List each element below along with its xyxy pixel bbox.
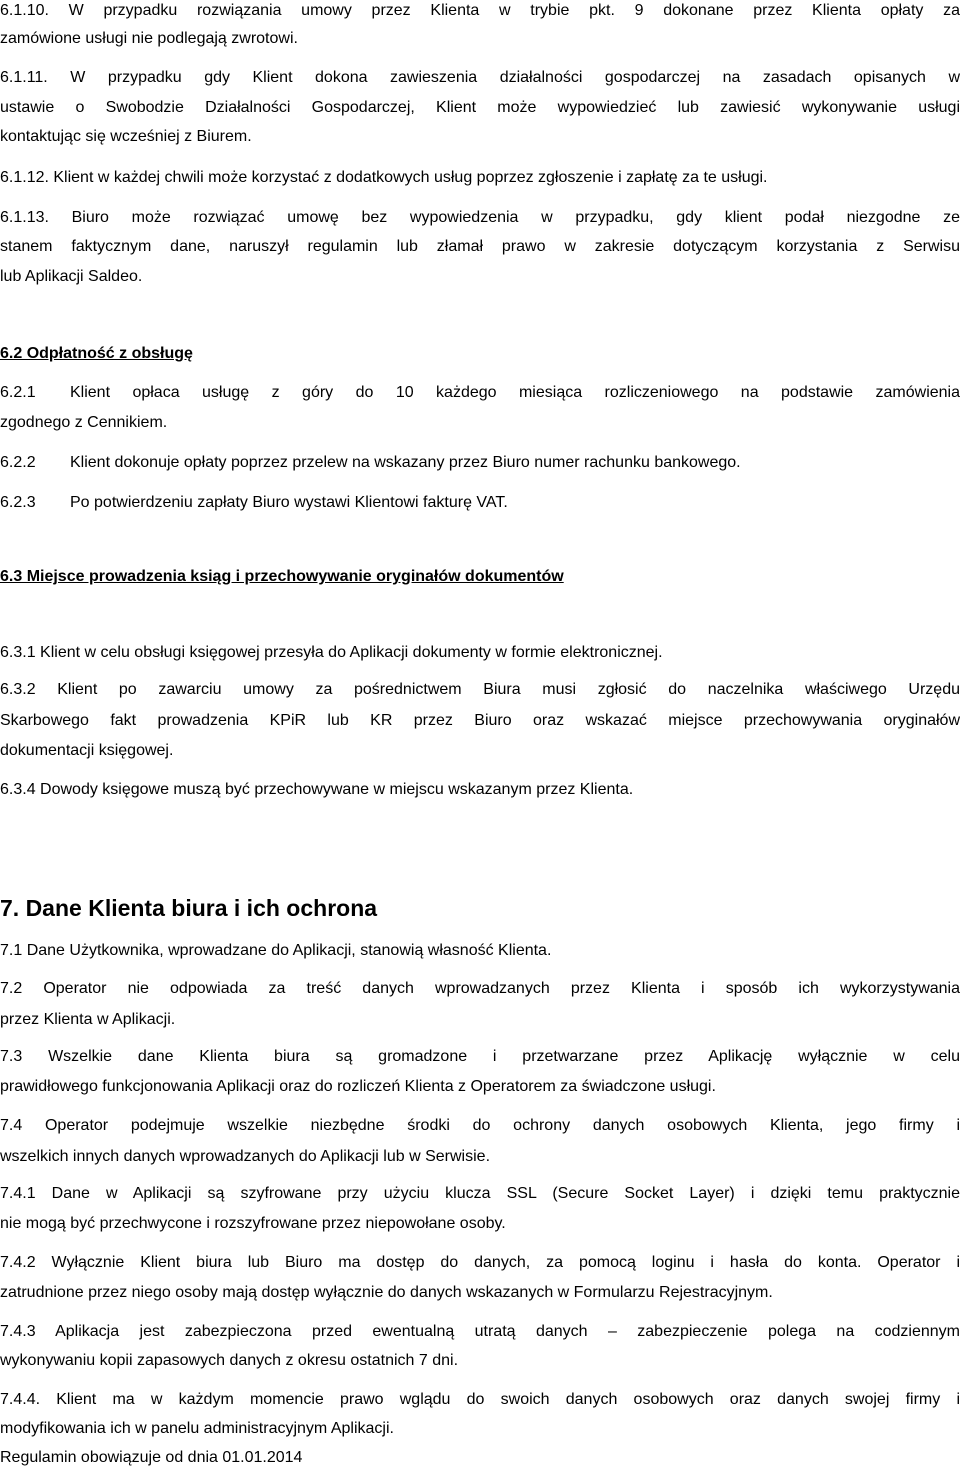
heading-6-2: 6.2 Odpłatność z obsługę [0, 345, 193, 362]
clause-6-1-11-line1: 6.1.11. W przypadku gdy Klient dokona zawieszenia działalności gospodarczej na zasadach opisanych w [0, 69, 960, 86]
clause-7-4-2-line2: zatrudnione przez niego osoby mają dostęp wyłącznie do danych wskazanych w Formularzu Rejestracyjnym. [0, 1284, 773, 1301]
clause-7-4-line1: 7.4 Operator podejmuje wszelkie niezbędne środki do ochrony danych osobowych Klienta, jego firmy i [0, 1117, 960, 1134]
clause-7-1: 7.1 Dane Użytkownika, wprowadzane do Aplikacji, stanowią własność Klienta. [0, 942, 552, 959]
clause-6-2-3 [0, 488, 960, 517]
clause-6-1-13-line3: lub Aplikacji Saldeo. [0, 268, 143, 285]
clause-6-1-10-line1: 6.1.10. W przypadku rozwiązania umowy przez Klienta w trybie pkt. 9 dokonane przez Klienta opłaty za [0, 2, 960, 19]
clause-6-2-2 [0, 448, 960, 477]
clause-7-4-4-line2: modyfikowania ich w panelu administracyjnym Aplikacji. [0, 1420, 394, 1437]
clause-6-3-1: 6.3.1 Klient w celu obsługi księgowej przesyła do Aplikacji dokumenty w formie elektronicznej. [0, 644, 663, 661]
heading-6-3: 6.3 Miejsce prowadzenia ksiąg i przechowywanie oryginałów dokumentów [0, 568, 564, 585]
document-footer: Regulamin obowiązuje od dnia 01.01.2014 [0, 1449, 303, 1466]
clause-7-4-1-line1: 7.4.1 Dane w Aplikacji są szyfrowane przy użyciu klucza SSL (Secure Socket Layer) i dzięki temu praktycznie [0, 1185, 960, 1202]
clause-6-3-2-line3: dokumentacji księgowej. [0, 742, 174, 759]
clause-7-2-line2: przez Klienta w Aplikacji. [0, 1011, 176, 1028]
clause-6-2-1-line1 [0, 378, 960, 407]
clause-7-4-2-line1: 7.4.2 Wyłącznie Klient biura lub Biuro ma dostęp do danych, za pomocą loginu i hasła do konta. Operator i [0, 1254, 960, 1271]
clause-6-1-12: 6.1.12. Klient w każdej chwili może korzystać z dodatkowych usług poprzez zgłoszenie i zapłatę za te usługi. [0, 169, 768, 186]
clause-7-4-4-line1: 7.4.4. Klient ma w każdym momencie prawo wglądu do swoich danych osobowych oraz danych swojej firmy i [0, 1391, 960, 1408]
clause-7-3-line1: 7.3 Wszelkie dane Klienta biura są gromadzone i przetwarzane przez Aplikację wyłącznie w celu [0, 1048, 960, 1065]
clause-7-2-line1: 7.2 Operator nie odpowiada za treść danych wprowadzanych przez Klienta i sposób ich wykorzystywania [0, 980, 960, 997]
clause-number: 6.2.2 [0, 454, 36, 471]
clause-7-4-3-line1: 7.4.3 Aplikacja jest zabezpieczona przed ewentualną utratą danych – zabezpieczenie polega na codziennym [0, 1323, 960, 1340]
clause-6-1-11-line3: kontaktując się wcześniej z Biurem. [0, 128, 252, 145]
clause-6-1-10-line2: zamówione usługi nie podlegają zwrotowi. [0, 30, 298, 47]
clause-6-1-13-line2: stanem faktycznym dane, naruszył regulamin lub złamał prawo w zakresie dotyczącym korzystania z Serwisu [0, 238, 960, 255]
clause-text: Po potwierdzeniu zapłaty Biuro wystawi Klientowi fakturę VAT. [70, 494, 508, 511]
clause-7-4-line2: wszelkich innych danych wprowadzanych do Aplikacji lub w Serwisie. [0, 1148, 491, 1165]
clause-6-1-11-line2: ustawie o Swobodzie Działalności Gospodarczej, Klient może wypowiedzieć lub zawiesić wykonywanie usługi [0, 99, 960, 116]
clause-7-4-1-line2: nie mogą być przechwycone i rozszyfrowane przez niepowołane osoby. [0, 1215, 506, 1232]
clause-text: Klient dokonuje opłaty poprzez przelew na wskazany przez Biuro numer rachunku bankowego. [70, 454, 741, 471]
clause-number: 6.2.1 [0, 384, 36, 401]
clause-text: Klient opłaca usługę z góry do 10 każdego miesiąca rozliczeniowego na podstawie zamówienia [70, 384, 960, 401]
clause-number: 6.2.3 [0, 494, 36, 511]
clause-6-3-2-line1: 6.3.2 Klient po zawarciu umowy za pośrednictwem Biura musi zgłosić do naczelnika właściwego Urzędu [0, 681, 960, 698]
clause-6-3-2-line2: Skarbowego fakt prowadzenia KPiR lub KR przez Biuro oraz wskazać miejsce przechowywania oryginałów [0, 712, 960, 729]
clause-6-1-13-line1: 6.1.13. Biuro może rozwiązać umowę bez wypowiedzenia w przypadku, gdy klient podał niezgodne ze [0, 209, 960, 226]
clause-6-3-4: 6.3.4 Dowody księgowe muszą być przechowywane w miejscu wskazanym przez Klienta. [0, 781, 634, 798]
heading-7: 7. Dane Klienta biura i ich ochrona [0, 895, 378, 921]
clause-7-4-3-line2: wykonywaniu kopii zapasowych danych z okresu ostatnich 7 dni. [0, 1352, 459, 1369]
clause-7-3-line2: prawidłowego funkcjonowania Aplikacji oraz do rozliczeń Klienta z Operatorem za świadczone usługi. [0, 1078, 716, 1095]
clause-6-2-1-line2: zgodnego z Cennikiem. [0, 414, 168, 431]
